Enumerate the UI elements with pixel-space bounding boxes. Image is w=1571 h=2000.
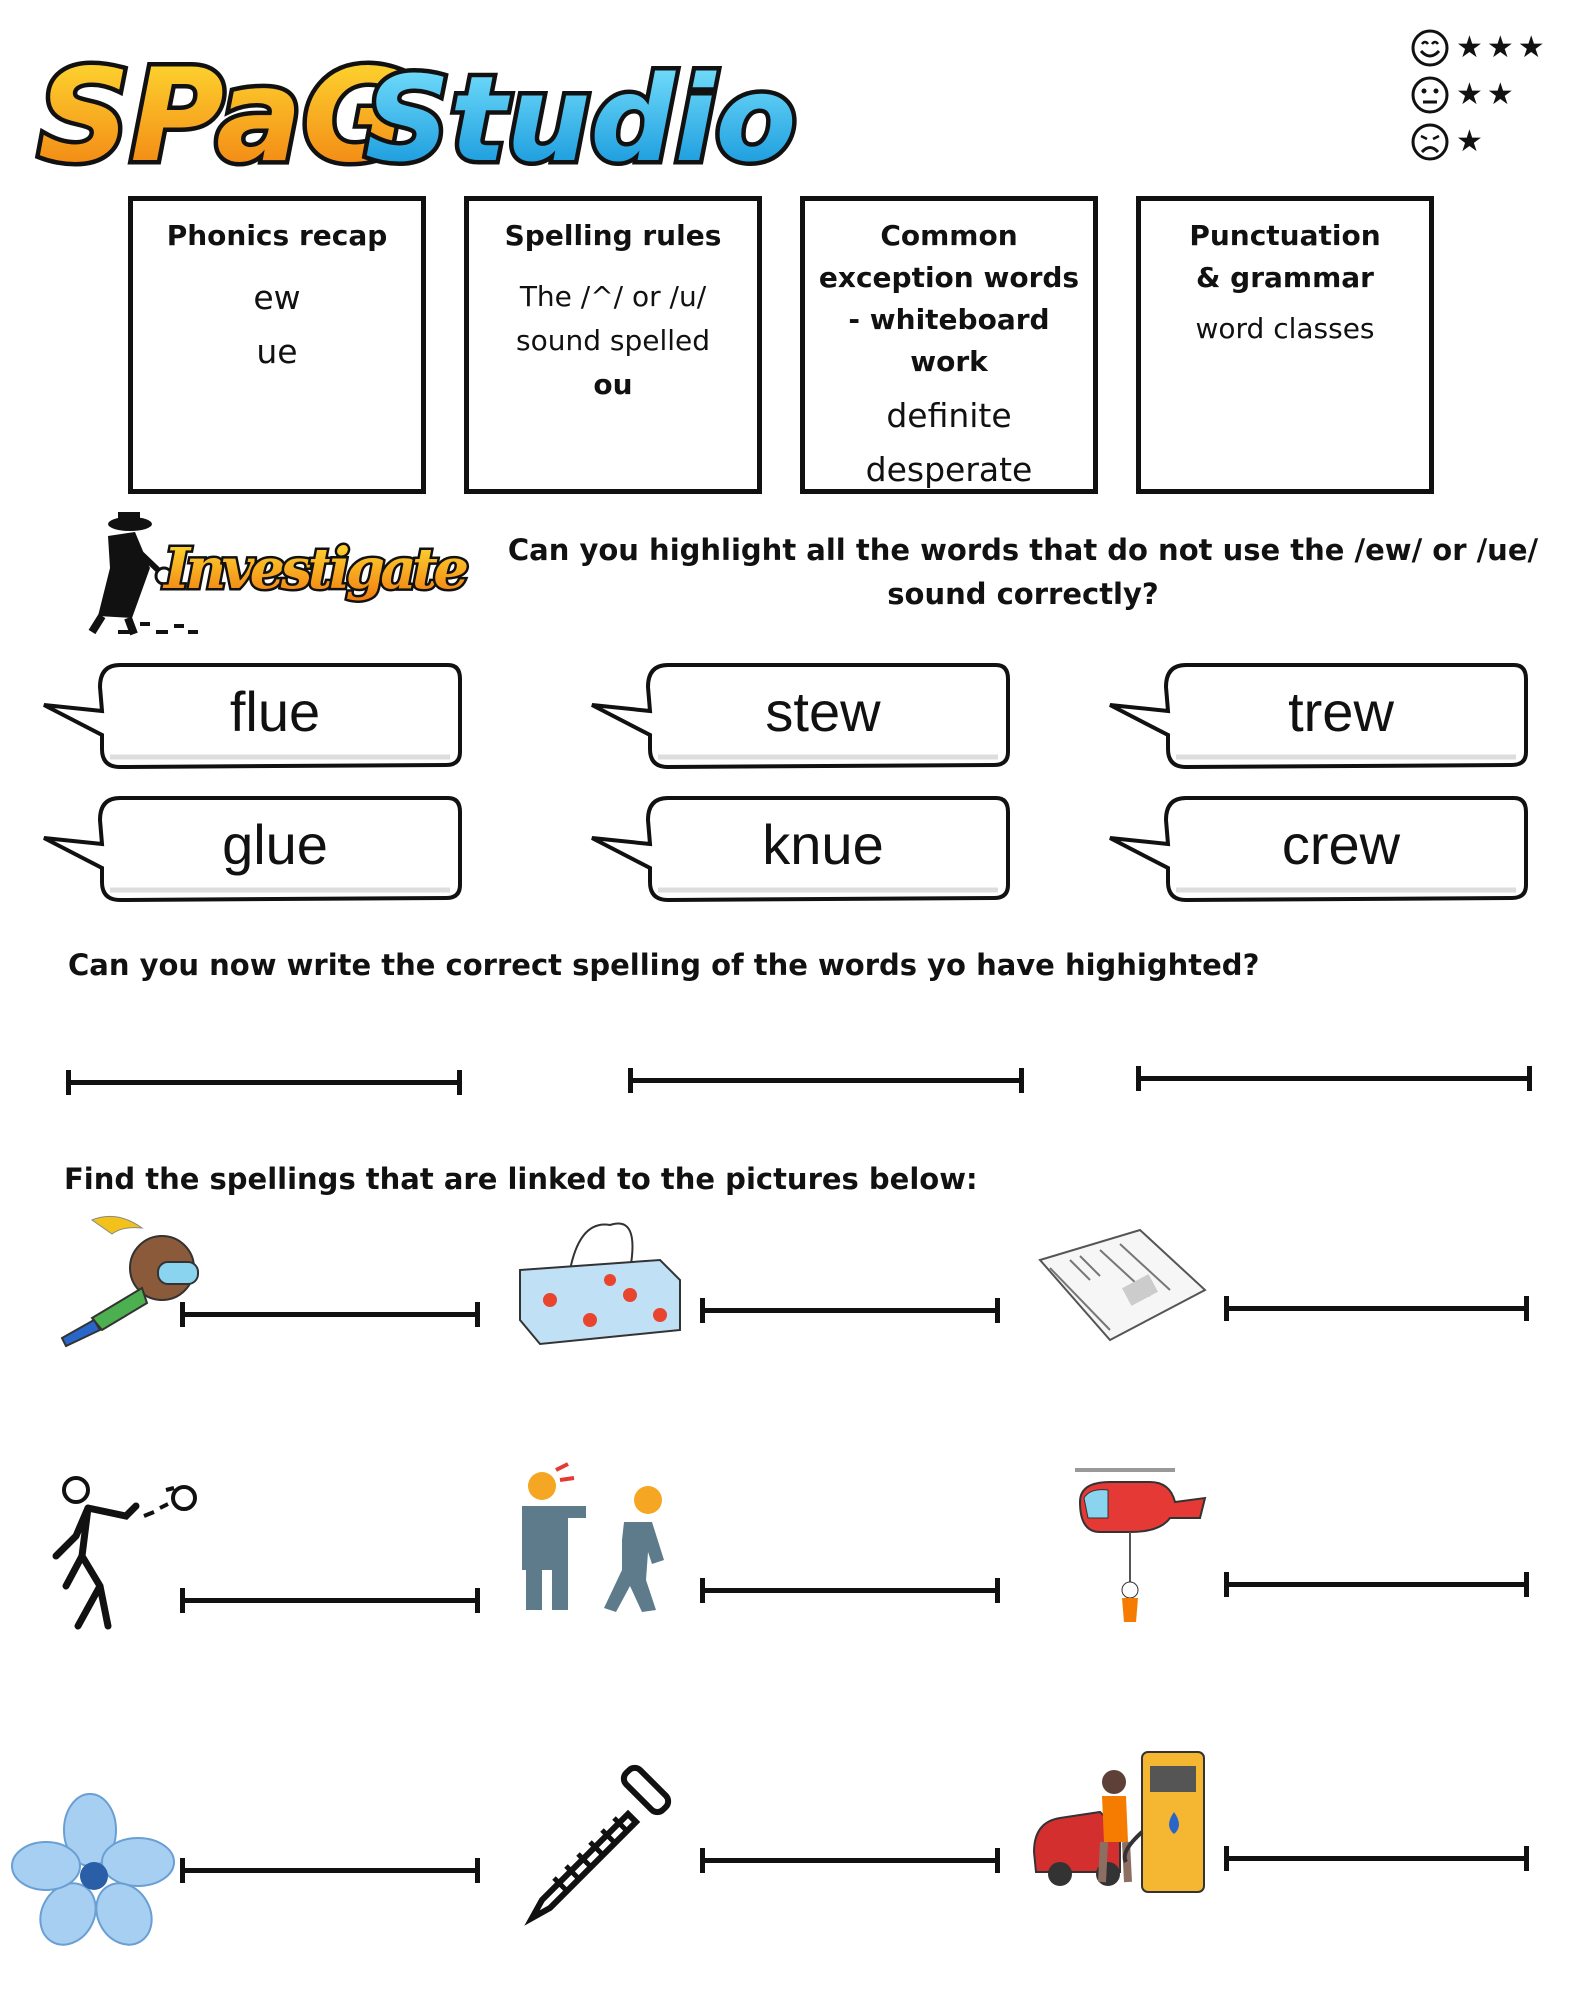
word-text: crew <box>1281 812 1401 876</box>
word-bubble-glue[interactable] <box>40 790 470 908</box>
box-title: Spelling rules <box>504 219 722 252</box>
word-bubble-trew[interactable] <box>1106 657 1536 775</box>
answer-line[interactable] <box>1224 1582 1529 1587</box>
box-line: desperate <box>865 450 1033 489</box>
box-line: definite <box>886 396 1012 435</box>
word-text: knue <box>762 812 884 876</box>
svg-text:Investigate: Investigate <box>164 536 469 602</box>
box-line: word classes <box>1195 312 1375 345</box>
box-line: ue <box>256 332 298 371</box>
happy-face-icon <box>1410 28 1450 68</box>
answer-line[interactable] <box>700 1308 1000 1313</box>
word-bubble-stew[interactable] <box>588 657 1018 775</box>
sad-face-icon <box>1410 122 1450 162</box>
word-text: glue <box>222 812 328 876</box>
box-title: Common exception words - whiteboard work <box>818 219 1080 378</box>
pictures-question: Find the spellings that are linked to the pictures below: <box>64 1162 978 1196</box>
phonics-recap-box <box>128 196 426 494</box>
svg-text:Studio: Studio <box>365 50 797 188</box>
rating-row-3 <box>1410 28 1549 68</box>
rating-row-2 <box>1410 75 1518 115</box>
box-title: Phonics recap <box>166 219 388 252</box>
rescue-helicopter-icon <box>1070 1462 1210 1632</box>
rating-row-1 <box>1410 122 1487 162</box>
box-line: sound spelled <box>515 324 711 357</box>
word-bubble-flue[interactable] <box>40 657 470 775</box>
word-text: flue <box>229 679 321 743</box>
answer-line[interactable] <box>1136 1076 1532 1081</box>
answer-line[interactable] <box>180 1312 480 1317</box>
fuel-pump-icon <box>1030 1742 1220 1902</box>
box-line: ew <box>253 278 301 317</box>
word-text: stew <box>765 679 881 743</box>
answer-line[interactable] <box>700 1588 1000 1593</box>
tissue-box-icon <box>510 1210 690 1350</box>
answer-line[interactable] <box>1224 1856 1529 1861</box>
stars-3: ★★★ <box>1456 30 1549 65</box>
spag-studio-logo <box>30 20 797 191</box>
neutral-face-icon <box>1410 75 1450 115</box>
answer-line[interactable] <box>180 1598 480 1603</box>
answer-line[interactable] <box>700 1858 1000 1863</box>
spelling-rules-box <box>464 196 762 494</box>
answer-line[interactable] <box>180 1868 480 1873</box>
answer-line[interactable] <box>628 1078 1024 1083</box>
box-line-bold: ou <box>593 368 633 401</box>
flying-boy-icon <box>52 1208 202 1348</box>
svg-text:SPaG: SPaG <box>38 42 408 191</box>
box-title: Punctuation & grammar <box>1189 219 1381 294</box>
correction-question: Can you now write the correct spelling of the words yo have highighted? <box>68 948 1260 982</box>
word-bubble-knue[interactable] <box>588 790 1018 908</box>
answer-line[interactable] <box>66 1080 462 1085</box>
blue-flower-icon <box>20 1790 180 1950</box>
investigate-heading <box>158 520 478 615</box>
word-text: trew <box>1288 679 1394 743</box>
screw-icon <box>520 1768 680 1928</box>
word-bubble-crew[interactable] <box>1106 790 1536 908</box>
stars-1: ★ <box>1456 124 1487 159</box>
investigate-question: Can you highlight all the words that do not use the /ew/ or /ue/ sound correctly? <box>507 533 1539 611</box>
punctuation-grammar-box <box>1136 196 1434 494</box>
stars-2: ★★ <box>1456 77 1518 112</box>
argument-people-icon <box>512 1460 672 1620</box>
newspaper-icon <box>1030 1220 1210 1350</box>
answer-line[interactable] <box>1224 1306 1529 1311</box>
exception-words-box <box>800 196 1098 494</box>
box-line: The /^/ or /u/ <box>519 280 707 313</box>
